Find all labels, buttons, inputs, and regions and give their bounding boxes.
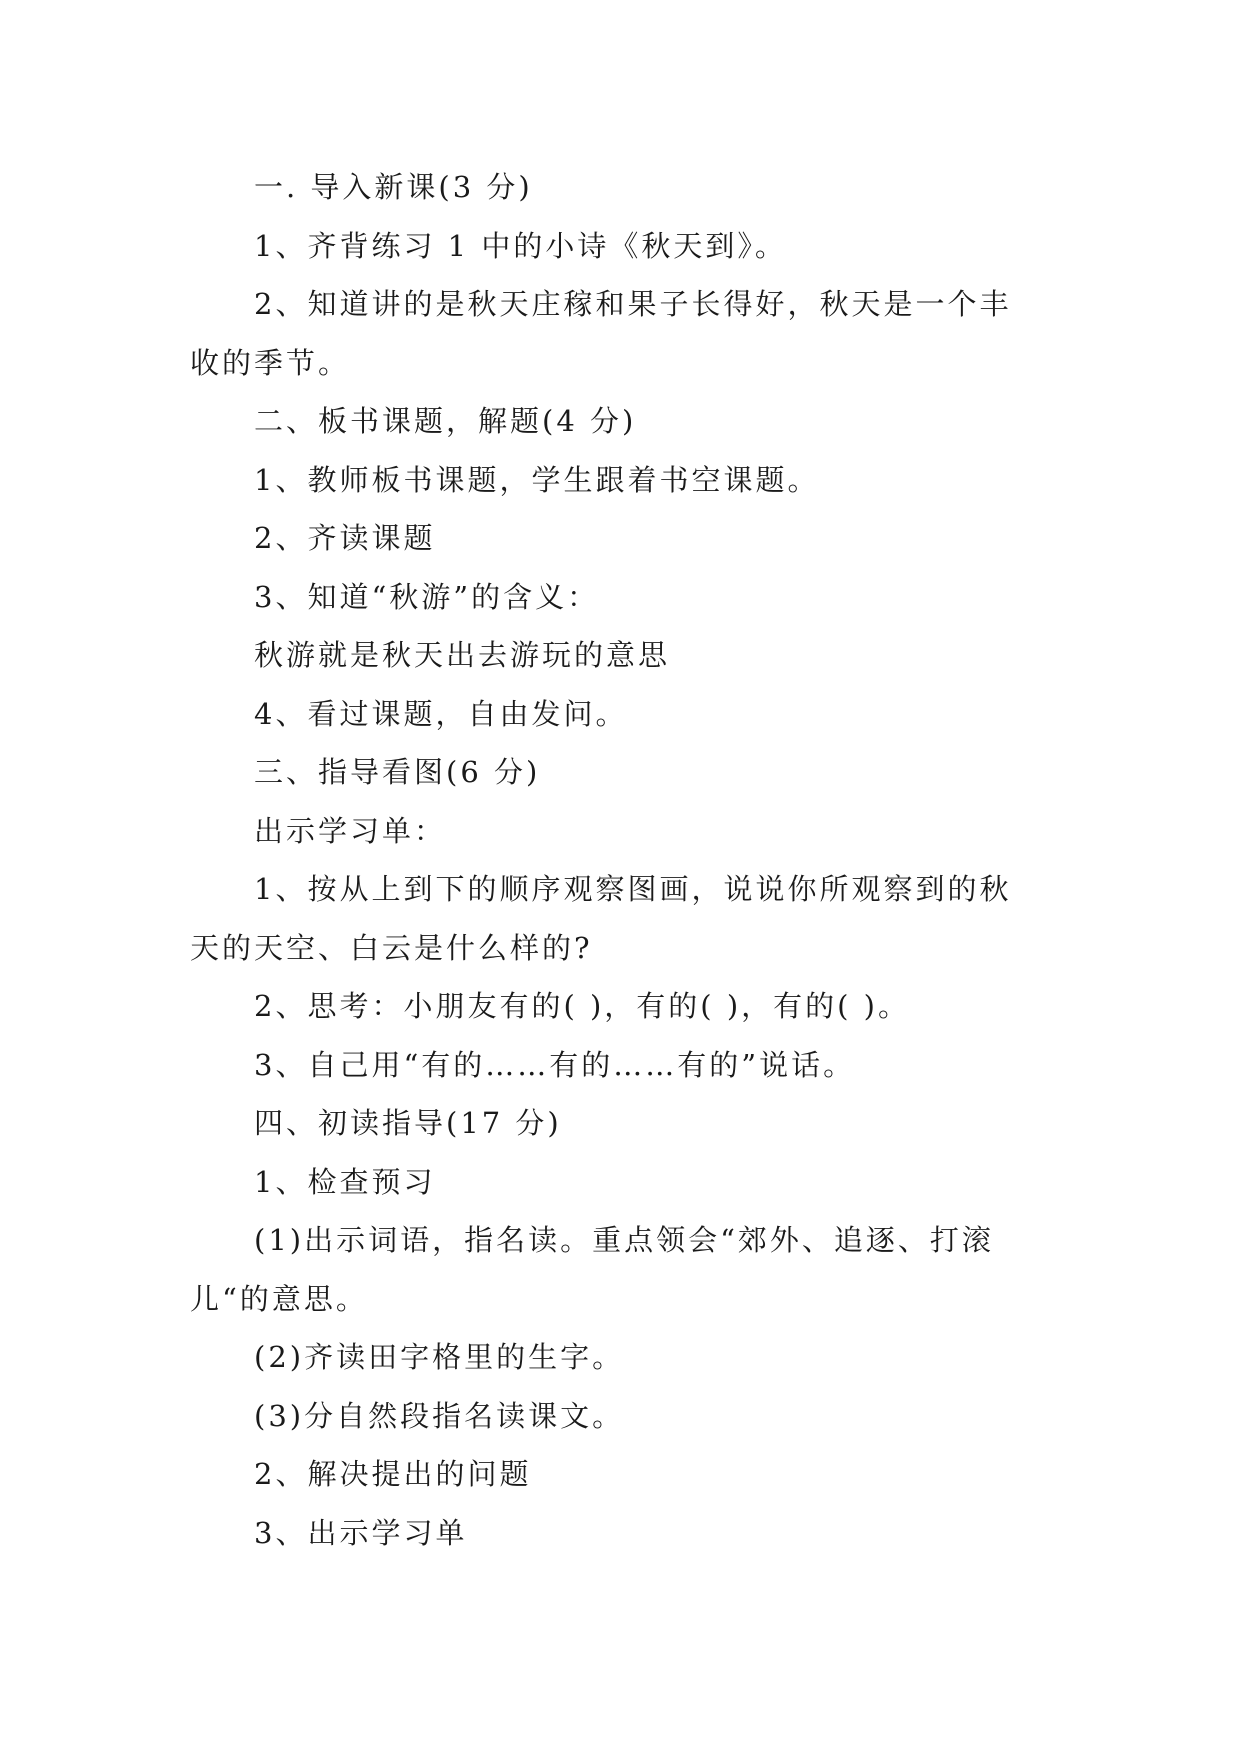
paragraph-line: 3、知道“秋游”的含义：	[254, 579, 600, 614]
paragraph-line: (1)出示词语，指名读。重点领会“郊外、追逐、打滚	[254, 1223, 994, 1257]
paragraph-line: 收的季节。	[190, 345, 351, 380]
section-heading-reading: 四、初读指导(17 分)	[254, 1106, 562, 1140]
paragraph-line: 天的天空、白云是什么样的?	[190, 930, 593, 965]
section-heading-intro: 一. 导入新课(3 分)	[254, 170, 533, 204]
paragraph-line: (3)分自然段指名读课文。	[254, 1398, 625, 1433]
document-body	[190, 158, 1060, 1562]
paragraph-line: 1、检查预习	[254, 1164, 436, 1199]
paragraph-line: 3、自己用“有的……有的……有的”说话。	[254, 1047, 856, 1082]
paragraph-line: 1、教师板书课题，学生跟着书空课题。	[254, 462, 820, 497]
paragraph-line: 秋游就是秋天出去游玩的意思	[254, 638, 671, 672]
paragraph-line: 2、解决提出的问题	[254, 1457, 532, 1491]
paragraph-line: 儿“的意思。	[190, 1281, 368, 1316]
paragraph-line: 1、按从上到下的顺序观察图画，说说你所观察到的秋	[254, 872, 1012, 906]
paragraph-line: 2、齐读课题	[254, 521, 436, 555]
section-heading-picture: 三、指导看图(6 分)	[254, 755, 541, 789]
section-heading-title: 二、板书课题，解题(4 分)	[254, 404, 637, 438]
paragraph-line: 3、出示学习单	[254, 1515, 468, 1550]
paragraph-line: 2、思考：小朋友有的( )，有的( )，有的( )。	[254, 989, 910, 1023]
paragraph-line: 4、看过课题，自由发问。	[254, 696, 628, 731]
paragraph-line: (2)齐读田字格里的生字。	[254, 1340, 625, 1374]
paragraph-line: 出示学习单：	[254, 813, 447, 848]
paragraph-line: 1、齐背练习 1 中的小诗《秋天到》。	[254, 228, 787, 263]
paragraph-line: 2、知道讲的是秋天庄稼和果子长得好，秋天是一个丰	[254, 287, 1012, 321]
